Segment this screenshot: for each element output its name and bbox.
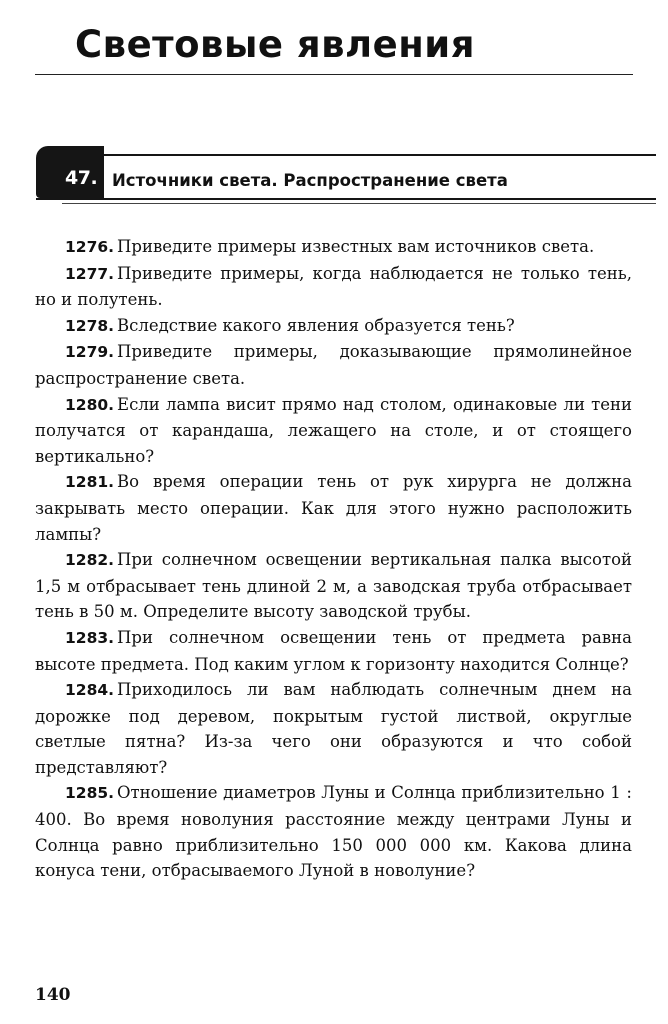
chapter-divider <box>35 74 633 75</box>
problem-text: Вследствие какого явления образуется тень? <box>117 315 515 335</box>
problem-item <box>35 339 632 391</box>
problem-text: При солнечном освещении вертикальная палка высотой 1,5 м отбрасывает тень длиной 2 м, а заводская труба отбрасывает тень в 50 м. Определите высоту заводской трубы. <box>35 550 632 622</box>
problem-item <box>35 313 632 340</box>
section-header <box>36 146 656 202</box>
section-number-badge <box>36 146 104 198</box>
problem-item <box>35 234 632 261</box>
problem-number: 1278. <box>65 316 115 335</box>
problem-number: 1279. <box>65 343 115 362</box>
problem-item <box>35 392 632 470</box>
problem-number: 1280. <box>65 395 115 414</box>
problem-number: 1284. <box>65 681 115 700</box>
problem-text: Приведите примеры, когда наблюдается не только тень, но и полутень. <box>35 263 632 310</box>
problem-item <box>35 469 632 547</box>
problem-text: При солнечном освещении тень от предмета равна высоте предмета. Под каким углом к горизонту находится Солнце? <box>35 627 632 674</box>
problem-text: Приведите примеры известных вам источников света. <box>117 237 595 256</box>
problem-text: Приведите примеры, доказывающие прямолинейное распространение света. <box>35 342 632 388</box>
problem-list <box>35 234 632 884</box>
section-title: Источники света. Распространение света <box>112 171 508 190</box>
problem-number: 1282. <box>65 551 115 570</box>
problem-item <box>35 547 632 625</box>
problem-number: 1283. <box>65 628 115 647</box>
problem-item <box>35 780 632 883</box>
section-rule-bottom <box>36 198 656 200</box>
problem-number: 1285. <box>65 784 115 803</box>
problem-text: Во время операции тень от рук хирурга не должна закрывать место операции. Как для этого нужно расположить лампы? <box>35 472 632 544</box>
problem-text: Приходилось ли вам наблюдать солнечным днем на дорожке под деревом, покрытым густой листвой, округлые светлые пятна? Из-за чего они образуются и что собой представляют? <box>35 680 632 777</box>
chapter-title: Световые явления <box>75 23 475 66</box>
problem-number: 1281. <box>65 473 115 492</box>
problem-number: 1276. <box>65 238 115 256</box>
problem-text: Если лампа висит прямо над столом, одинаковые ли тени получатся от карандаша, лежащего на столе, и от стоящего вертикально? <box>35 394 632 466</box>
problem-item <box>35 261 632 313</box>
section-rule-bottom-thin <box>62 203 656 204</box>
problem-item <box>35 625 632 677</box>
problem-item <box>35 677 632 780</box>
section-rule-top <box>104 154 656 156</box>
problem-number: 1277. <box>65 264 115 283</box>
page-number: 140 <box>35 985 71 1005</box>
problem-text: Отношение диаметров Луны и Солнца приблизительно 1 : 400. Во время новолуния расстояние между центрами Луны и Солнца равно приблизительно 150 000 000 км. Какова длина конуса тени, отбрасываемого Луной в новолуние? <box>35 783 632 881</box>
section-number: 47. <box>65 167 98 189</box>
